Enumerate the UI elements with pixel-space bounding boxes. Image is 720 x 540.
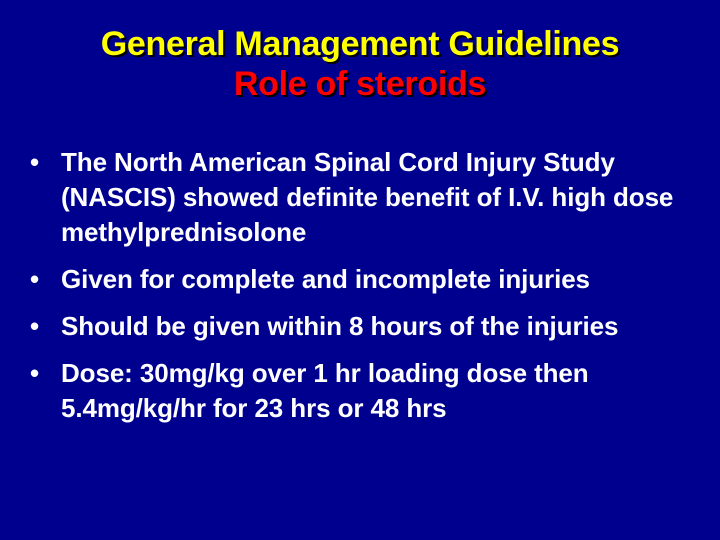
bullet-item [30,356,690,426]
bullet-item [30,309,690,344]
title-block [0,24,720,104]
bullet-list [30,145,690,438]
bullet-dot-icon: • [30,147,40,177]
bullet-dot-icon: • [30,264,40,294]
bullet-item [30,262,690,297]
bullet-dot-icon: • [30,311,40,341]
bullet-dot-icon: • [30,358,40,388]
bullet-item [30,145,690,250]
bullet-text: The North American Spinal Cord Injury Study (NASCIS) showed definite benefit of I.V. high dose methylprednisolone [61,147,674,247]
slide-subtitle: Role of steroids [233,65,487,103]
bullet-text: Dose: 30mg/kg over 1 hr loading dose then 5.4mg/kg/hr for 23 hrs or 48 hrs [61,358,589,423]
slide-title: General Management Guidelines [100,25,620,63]
bullet-text: Given for complete and incomplete injuries [61,264,590,294]
bullet-text: Should be given within 8 hours of the injuries [61,311,619,341]
